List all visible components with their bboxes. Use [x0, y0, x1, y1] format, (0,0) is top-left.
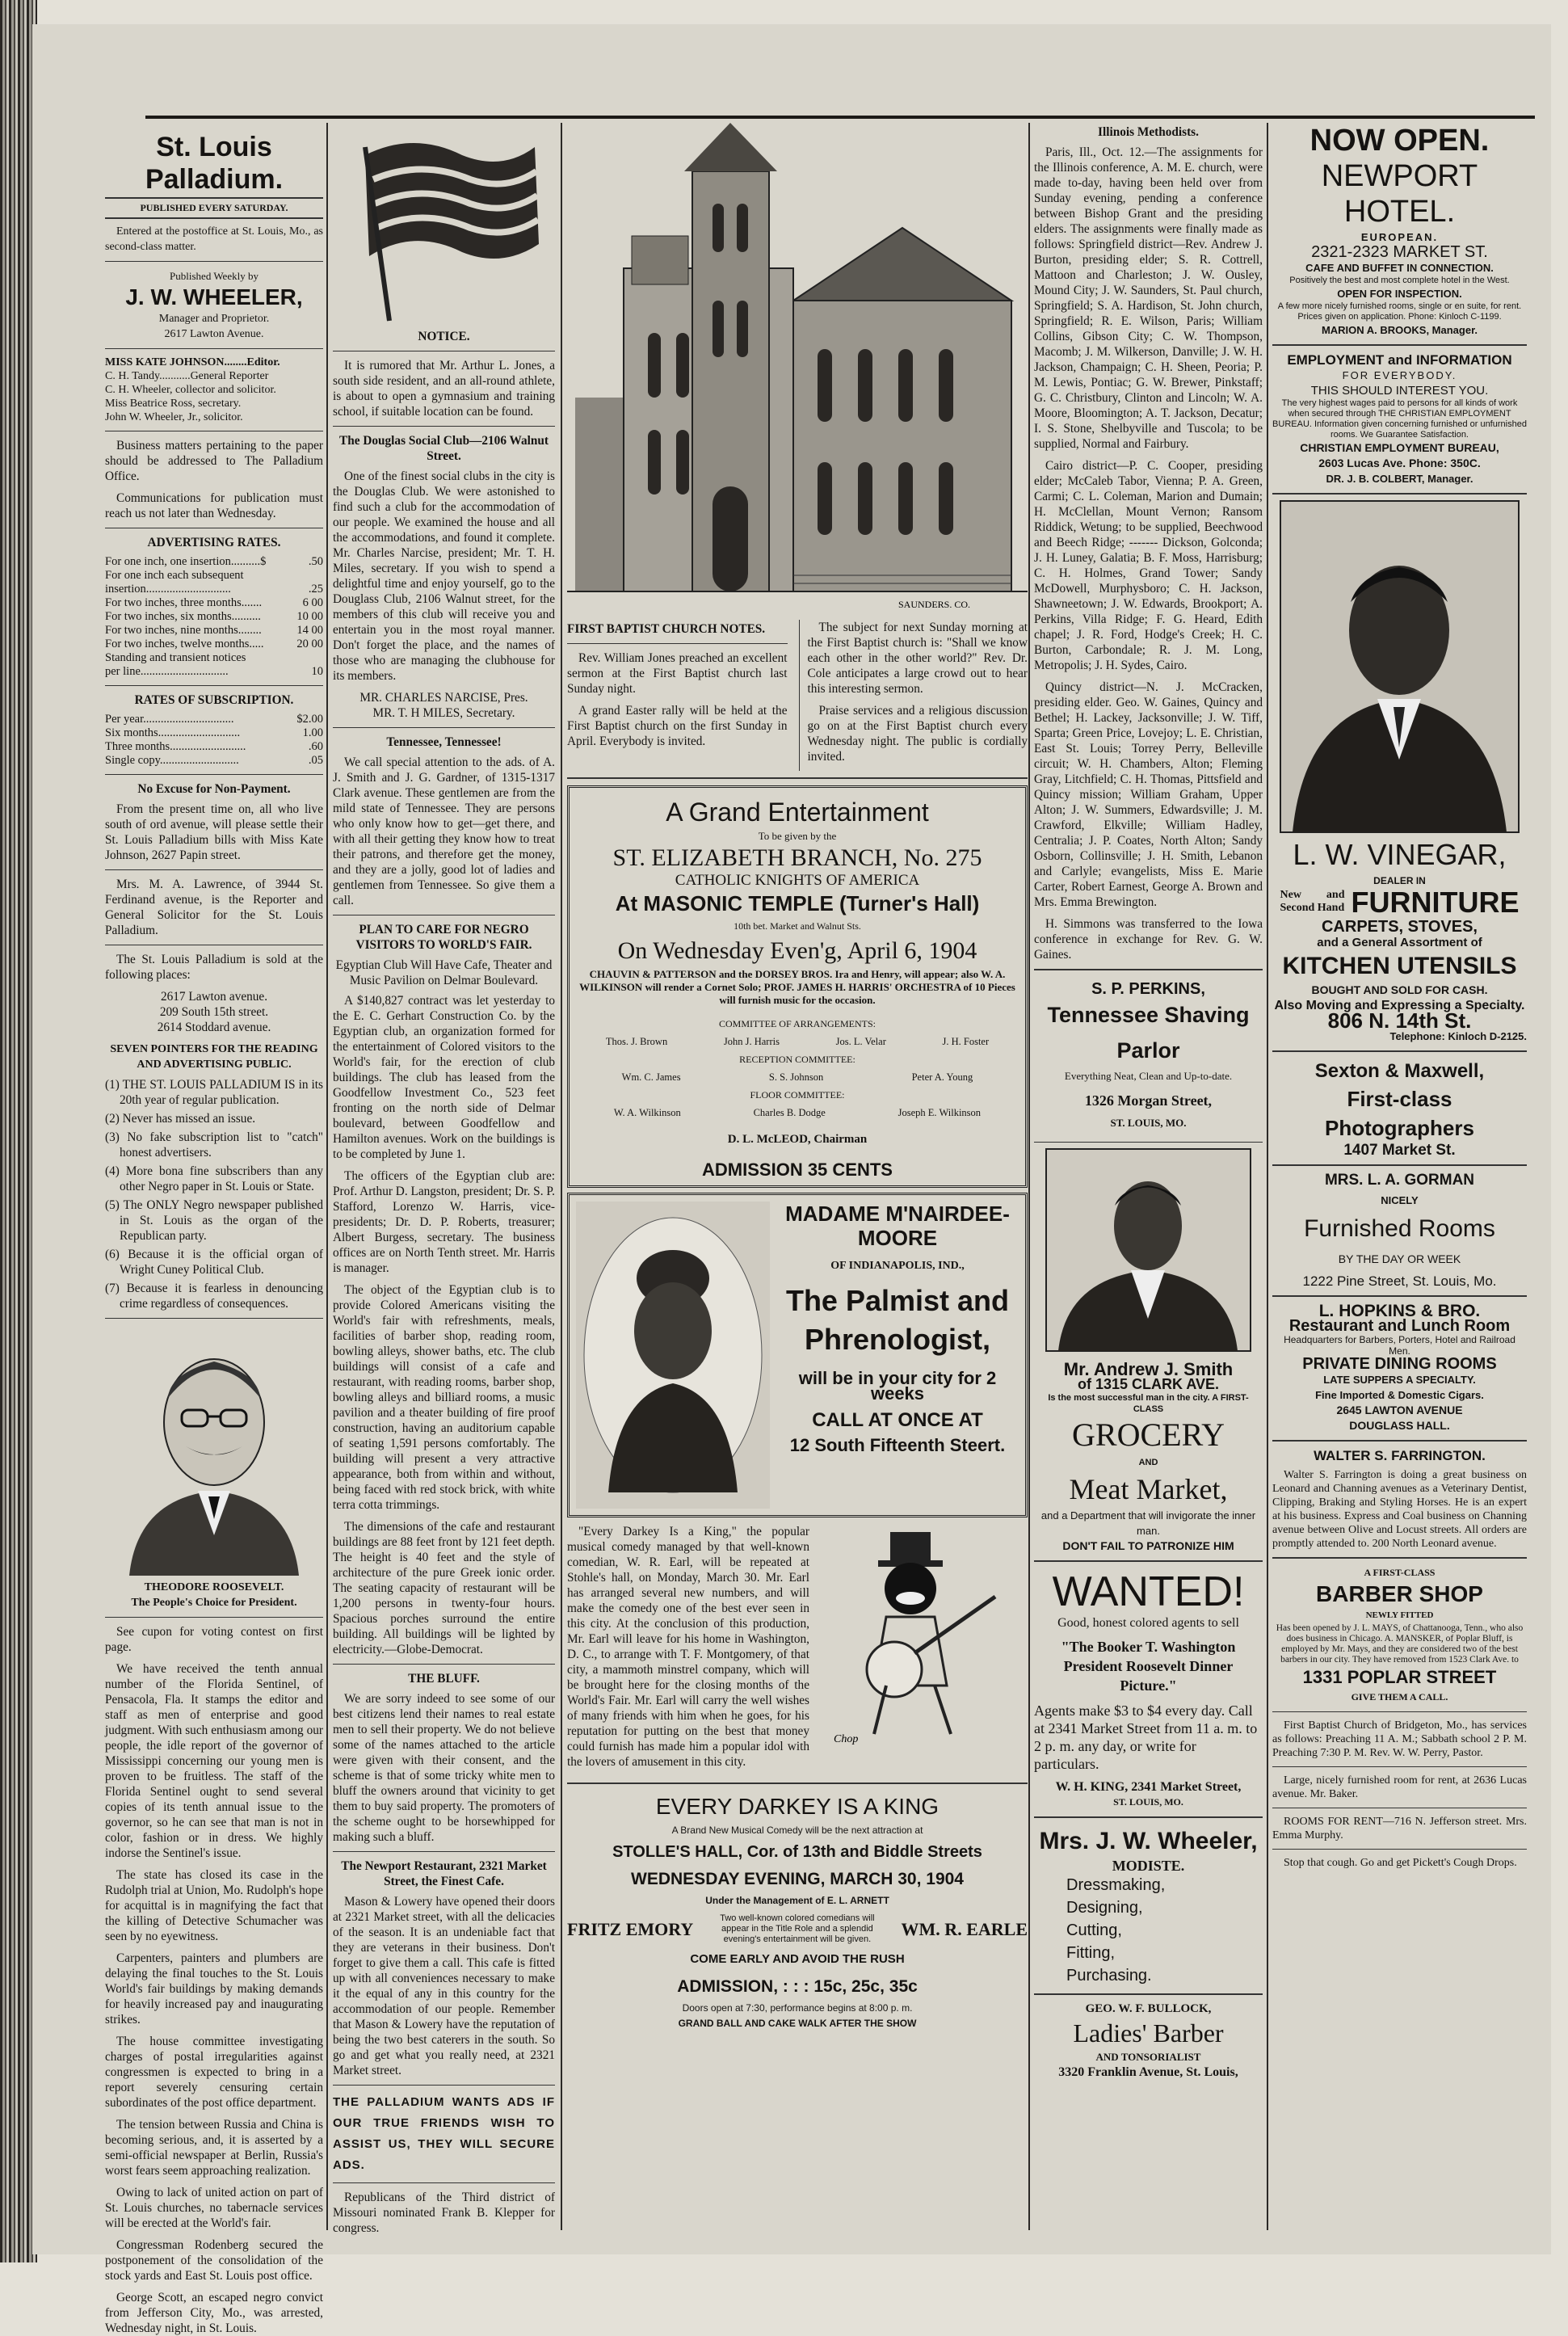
church-notes	[567, 620, 1028, 771]
employment-interest: THIS SHOULD INTEREST YOU.	[1310, 384, 1489, 398]
darkey-sub: A Brand New Musical Comedy will be the next attraction at	[671, 1825, 923, 1836]
pointer-item: (2) Never has missed an issue.	[105, 1112, 256, 1126]
moore-call: CALL AT ONCE AT	[812, 1409, 983, 1431]
masthead-published: PUBLISHED EVERY SATURDAY.	[140, 202, 288, 213]
hotel-cafe: CAFE AND BUFFET IN CONNECTION.	[1305, 262, 1494, 274]
church-illustration	[567, 123, 1028, 616]
hopkins-ad	[1272, 1303, 1527, 1433]
ent-venue: At MASONIC TEMPLE (Turner's Hall)	[615, 891, 980, 915]
employment-address: 2603 Lucas Ave. Phone: 350C.	[1318, 457, 1481, 469]
rate-row: Single copy........................... .05	[105, 754, 323, 767]
bullock-sub: AND TONSORIALIST	[1095, 2051, 1201, 2063]
column-rule	[561, 123, 562, 2230]
staff-line: Miss Beatrice Ross, secretary.	[105, 398, 242, 410]
plan-paragraph: The object of the Egyptian club is to provide Colored Americans visiting the World's fair with refreshments, meals, facilities of barber shop, reading room, bowling alleys, shower baths, etc. The club buildings will consist of a cafe and restaurant, with reading rooms, barber shop, bowling alleys and billiard rooms, a music pavilion and a theater building of fire proof construction, having an auditorium capable of seating 1,591 persons comfortably. The building will present a very attractive appearance, both from within and without, being faced with red stock brick, with white terra cotta trimmings.	[333, 1283, 555, 1512]
column-rule	[1028, 123, 1030, 2230]
rate-row: For two inches, nine months........ 14 00	[105, 624, 323, 637]
sold-place: 2614 Stoddard avenue.	[157, 1021, 271, 1034]
fritz-emory: FRITZ EMORY	[567, 1919, 694, 1939]
ent-arrangements-title: COMMITTEE OF ARRANGEMENTS:	[718, 1018, 876, 1029]
modiste-title: MODISTE.	[1112, 1858, 1185, 1874]
rate-row: For one inch each subsequent	[105, 569, 244, 582]
communications-note: Communications for publication must reach us not later than Wednesday.	[105, 491, 323, 520]
vinegar-furniture: FURNITURE	[1351, 885, 1520, 919]
ent-reception-names: Wm. C. James S. S. Johnson Peter A. Young	[621, 1071, 973, 1083]
smith-name: Mr. Andrew J. Smith	[1063, 1359, 1234, 1379]
cough-note: Stop that cough. Go and get Pickett's Cough Drops.	[1284, 1857, 1517, 1869]
wanted-line1: Good, honest colored agents to sell	[1057, 1616, 1239, 1630]
vinegar-moving: Also Moving and Expressing a Specialty.	[1274, 999, 1525, 1012]
staff-line: MISS KATE JOHNSON........Editor.	[105, 356, 280, 368]
hotel-manager: MARION A. BROOKS, Manager.	[1321, 324, 1478, 336]
roosevelt-name: THEODORE ROOSEVELT.	[144, 1581, 284, 1593]
moore-from: OF INDIANAPOLIS, IND.,	[830, 1260, 965, 1272]
excuse-title: No Excuse for Non-Payment.	[137, 782, 291, 796]
wanted-city: ST. LOUIS, MO.	[1113, 1796, 1183, 1808]
ent-admission: ADMISSION 35 CENTS	[702, 1160, 893, 1180]
gorman-ad	[1272, 1172, 1527, 1289]
gorman-address: 1222 Pine Street, St. Louis, Mo.	[1302, 1273, 1497, 1289]
moore-name: MADAME M'NAIRDEE-MOORE	[785, 1202, 1010, 1250]
entered-note: Entered at the postoffice at St. Louis, Mo., as second-class matter.	[105, 225, 323, 253]
bridgeton-note: First Baptist Church of Bridgeton, Mo., has services as follows: Preaching 11 A. M.; Sabbath school 2 P. M. Preaching 7:30 P. M. Rev. W. W. Perry, Pastor.	[1272, 1719, 1527, 1759]
sexton-ad	[1272, 1059, 1527, 1158]
perkins-city: ST. LOUIS, MO.	[1110, 1117, 1187, 1129]
farrington-headline: WALTER S. FARRINGTON.	[1314, 1448, 1486, 1463]
subscription-rates-title: RATES OF SUBSCRIPTION.	[134, 693, 294, 707]
news-paragraph: Owing to lack of united action on part of St. Louis churches, no tabernacle services will be erected at the World's fair.	[105, 2186, 323, 2230]
news-paragraph: We have received the tenth annual number of the Florida Sentinel, of Pensacola, Fla. It stamps the editor and staff as men of enterprise and good judgment. With such enthusiasm among our people, the idle report of the governor of Mississippi concerning our young men is proven to be fruitless. The staff of the Florida Sentinel ought to send several copies of its tenth annual issue to the governor, so he can see that man is not in color, fashion or in dress. We highly indorse the Sentinel's issue.	[105, 1662, 323, 1860]
rate-row: Three months.......................... .60	[105, 740, 323, 753]
modiste-name: Mrs. J. W. Wheeler,	[1039, 1828, 1258, 1854]
column-rule	[326, 123, 328, 2230]
pointer-item: (3) No fake subscription list to "catch" honest advertisers.	[105, 1130, 323, 1160]
rate-row: For one inch, one insertion..........$ .50	[105, 555, 323, 568]
barber-text: Has been opened by J. L. MAYS, of Chattanooga, Tenn., who also does business in Chicago. A. MANSKER, of Poplar Bluff, is employed by Mr. Mays, and they are considered two of the best barbers in our city. They have removed from 1523 Clark Ave. to	[1276, 1623, 1524, 1665]
sold-intro: The St. Louis Palladium is sold at the following places:	[105, 953, 323, 982]
modiste-ad	[1034, 1825, 1263, 1987]
hotel-rooms: A few more nicely furnished rooms, single or en suite, for rent. Prices given on application. Phone: Kinloch C-1199.	[1277, 301, 1522, 322]
pointer-item: (4) More bona fine subscribers than any other Negro paper in St. Louis or State.	[105, 1164, 323, 1193]
farrington-text: Walter S. Farrington is doing a great business on Leonard and Channing avenues as a Veterinary Dentist, Clipping, Braking and Styling Horses. He is an expert at his business. Express and Coal business on Channing avenue between Olive and Locust streets. All orders are promptly attended to. 200 North Leonard avenue.	[1272, 1469, 1527, 1550]
staff-line: C. H. Tandy...........General Reporter	[105, 370, 269, 382]
hopkins-cigars: Fine Imported & Domestic Cigars.	[1315, 1389, 1484, 1401]
column-news	[333, 123, 555, 2235]
smith-and: AND	[1138, 1458, 1158, 1467]
darkey-hall: STOLLE'S HALL, Cor. of 13th and Biddle Streets	[612, 1843, 982, 1861]
vinegar-portrait	[1272, 501, 1527, 832]
plan-paragraph: The officers of the Egyptian club are: Prof. Arthur D. Langston, president; Dr. S. P. Stafford, Lorenzo W. Harris, vice-presidents; Dr. D. P. Roberts, treasurer; Albert Burgess, secretary. The business offices are on North Tenth street. Mr. Harris is manager.	[333, 1169, 555, 1275]
douglas-text: One of the finest social clubs in the city is the Douglas Club. We were astonished to find such a club for the accommodation of our people. We examined the house and all the accommodations, and found it complete. Mr. Charles Narcise, president; Mr. T. H. Miles, secretary. If you wish to spend a delightful time and enjoy yourself, go to the Douglass Club, 2106 Walnut street, for the members of this club will receive you and entertain you in the most royal manner. Don't forget the place, and the names of those who are managing the clubhouse for its members.	[333, 469, 555, 683]
column-masthead	[105, 123, 323, 2335]
modiste-item: Dressmaking,	[1066, 1876, 1166, 1894]
manager-line: Manager and Proprietor.	[158, 313, 270, 325]
bullock-name: GEO. W. F. BULLOCK,	[1085, 2002, 1212, 2015]
barber-call: GIVE THEM A CALL.	[1351, 1691, 1448, 1703]
employment-manager: DR. J. B. COLBERT, Manager.	[1326, 473, 1473, 485]
moore-weeks: will be in your city for 2 weeks	[798, 1368, 997, 1404]
employment-title: EMPLOYMENT and INFORMATION	[1287, 352, 1512, 368]
methodists-paragraph: Paris, Ill., Oct. 12.—The assignments for the Illinois conference, A. M. E. church, were made to-day, having been held over from Sunday evening, pending a conference between Bishop Grant and the presiding elders. The assignments were finally made as follows: Springfield district—Rev. Andrew J. Burton, presiding elder; S. R. Cottrell, Mattoon and Charleston; J. W. Ousley, Mound City; J. W. Saunders, St. Paul church, Springfield; S. A. Hardison, St. John church, Springfield; R. E. Wilson, Paris; William Collins, Gibson City; C. W. Thompson, Macomb; J. M. Wilkerson, Danville; J. W. H. Jackson, Champaign; C. H. Sheen, Peoria; P. M. Lewis, Pontiac; G. W. Brewer, Pinkstaff; G. C. Christbury, Clinton and Lincoln; W. A. Moore, Bloomington; A. T. Jackson, Decatur; I. S. Stone, Shelbyville and Tuscola; to be supplied, Normal and Fairbury.	[1034, 145, 1263, 451]
news-paragraph: Carpenters, painters and plumbers are delaying the final touches to the St. Louis World's fair buildings by making demands for heavily increased pay and inaugurating strikes.	[105, 1951, 323, 2027]
darkey-paragraph: "Every Darkey Is a King," the popular musical comedy managed by that well-known comedian, W. R. Earl, will be repeated at Stohle's hall, on Monday, March 30. Mr. Earl has arranged several new numbers, and will make the comedy one of the best ever seen in this city. At the conclusion of this production, Mr. Earl will leave for his home in Washington, D. C., to arrange with T. F. Montgomery, of that city, a mammoth minstrel company, which will be brought here for the closing months of the World's Fair. Mr. Earl will carry the well wishes of many friends with him when he goes, for his reputation for putting on the best that money could furnish has made him a popular idol with the lovers of amusement in this city.	[567, 1525, 809, 1769]
wanted-line2: Agents make $3 to $4 every day. Call at 2341 Market Street from 11 a. m. to 2 p. m. any day, or write for particulars.	[1034, 1703, 1258, 1772]
perkins-ad	[1034, 982, 1263, 1130]
ent-arrangements-names: Thos. J. Brown John J. Harris Jos. L. Velar J. H. Foster	[605, 1036, 990, 1047]
rate-row: insertion............................. .25	[105, 583, 323, 596]
darkey-story	[567, 1524, 1028, 1776]
hopkins-title: Restaurant and Lunch Room	[1288, 1317, 1511, 1335]
advertising-rates-table	[105, 555, 323, 679]
staff-line: C. H. Wheeler, collector and solicitor.	[105, 384, 276, 396]
business-note: Business matters pertaining to the paper should be addressed to The Palladium Office.	[105, 439, 323, 483]
vinegar-kitchen: KITCHEN UTENSILS	[1282, 953, 1517, 979]
column-methodists	[1034, 123, 1263, 2230]
republicans-note: Republicans of the Third district of Missouri nominated Frank B. Klepper for congress.	[333, 2191, 555, 2235]
perkins-line: Everything Neat, Clean and Up-to-date.	[1064, 1070, 1233, 1082]
column-rule	[1267, 123, 1268, 2230]
barber-address: 1331 POPLAR STREET	[1302, 1667, 1497, 1687]
smith-portrait	[1034, 1149, 1263, 1351]
plan-headline: PLAN TO CARE FOR NEGRO VISITORS TO WORLD'S FAIR.	[355, 923, 532, 952]
hopkins-name: L. HOPKINS & BRO.	[1318, 1302, 1481, 1320]
methodists-paragraph: Quincy district—N. J. McCracken, presiding elder. Geo. W. Gaines, Quincy and Bethel; H. Lackey, Jacksonville; J. W. Tiff, Sparta; Green Price, Lovejoy; L. E. Christian, East St. Louis; Torrey Perry, Belleville circuit; W. H. Chambers, Alton; Fleming Gray, Litchfield; C. H. Thomas, Pittsfield and Quincy mission; William Graham, Upper Alton; J. W. Summers, Edwardsville; J. M. Crawford, Elkville; William Hadley, Centralia; J. P. Coates, North Alton; Sandy Osborn, Collinsville; J. H. Smith, Lebanon and Carlyle; evangelists, Miss E. Marie Carter, Robert Earnest, George A. Brown and Mrs. Emma Brewington.	[1034, 680, 1263, 909]
news-paragraph: The state has closed its case in the Rudolph trial at Union, Mo. Rudolph's hope for acquittal is in magnifying the fact that the killing of Detective Schumacher was seen by no eyewitness.	[105, 1868, 323, 1943]
news-paragraph: See cupon for voting contest on first page.	[105, 1625, 323, 1654]
pointer-item: (5) The ONLY Negro newspaper published in St. Louis as the organ of the Republican party.	[105, 1198, 323, 1243]
ent-date: On Wednesday Even'g, April 6, 1904	[617, 937, 977, 964]
publisher-address: 2617 Lawton Avenue.	[164, 328, 264, 340]
moore-portrait	[576, 1202, 770, 1509]
flag-illustration	[333, 123, 555, 325]
hopkins-private: PRIVATE DINING ROOMS	[1302, 1355, 1497, 1373]
ent-reception-title: RECEPTION COMMITTEE:	[739, 1054, 855, 1065]
perkins-name: S. P. PERKINS,	[1091, 980, 1205, 998]
gorman-by: BY THE DAY OR WEEK	[1338, 1252, 1461, 1265]
church-paragraph: A grand Easter rally will be held at the First Baptist church on the first Sunday in April. Everybody is invited.	[567, 704, 788, 748]
smith-meat: Meat Market,	[1069, 1473, 1228, 1505]
seven-pointers-title: SEVEN POINTERS FOR THE READING AND ADVERTISING PUBLIC.	[110, 1043, 318, 1071]
smith-desc: Is the most successful man in the city. A FIRST-CLASS	[1048, 1393, 1249, 1414]
darkey-management: Under the Management of E. L. ARNETT	[705, 1895, 889, 1906]
moore-ad	[567, 1193, 1028, 1517]
bullock-title: Ladies' Barber	[1073, 2018, 1224, 2048]
rooms-rent-note: ROOMS FOR RENT—716 N. Jefferson street. Mrs. Emma Murphy.	[1272, 1816, 1527, 1841]
rate-row: per line.............................. 10	[105, 665, 323, 678]
modiste-item: Fitting,	[1066, 1944, 1116, 1962]
plan-paragraph: A $140,827 contract was let yesterday to the E. C. Gerhart Construction Co. by the Egyptian club, an organization formed for the entertainment of Colored visitors to the World's fair, for the erection of club buildings. The club has leased from the Goodfellow Investment Co., 523 feet fronting on the north side of Delmar boulevard, between Goodfellow and Hamilton avenues. Work on the buildings is to be completed by June 1.	[333, 994, 555, 1161]
church-paragraph: Rev. William Jones preached an excellent sermon at the First Baptist church last Sunday night.	[567, 651, 788, 696]
rate-row: For two inches, three months....... 6 00	[105, 596, 323, 609]
bluff-headline: THE BLUFF.	[408, 1672, 480, 1686]
staff-line: John W. Wheeler, Jr., solicitor.	[105, 411, 243, 423]
ent-floor-title: FLOOR COMMITTEE:	[750, 1089, 845, 1101]
perkins-title: Tennessee Shaving Parlor	[1047, 1003, 1250, 1063]
church-paragraph: Praise services and a religious discussion go on at the First Baptist church every Wednesday night. The public is cordially invited.	[807, 704, 1028, 764]
excuse-text: From the present time on, all who live south of ord avenue, will please settle their St. Louis Palladium bills with Miss Kate Johnson, 2627 Papin street.	[105, 802, 323, 862]
wants-ads: THE PALLADIUM WANTS ADS IF OUR TRUE FRIENDS WISH TO ASSIST US, THEY WILL SECURE ADS.	[333, 2095, 555, 2172]
vinegar-address: 806 N. 14th St.	[1327, 1008, 1472, 1033]
hotel-open: OPEN FOR INSPECTION.	[1337, 288, 1462, 300]
ent-description: CHAUVIN & PATTERSON and the DORSEY BROS. Ira and Henry, will appear; also W. A. WILKINSON will render a Cornet Solo; PROF. JAMES H. HARRIS' ORCHESTRA of 10 Pieces will furnish music for the occasion.	[579, 968, 1015, 1006]
employment-for: FOR EVERYBODY.	[1342, 369, 1457, 381]
rate-row: For two inches, twelve months..... 20 00	[105, 638, 323, 650]
gorman-nicely: NICELY	[1381, 1194, 1419, 1206]
wm-earle: WM. R. EARLE	[901, 1919, 1028, 1939]
news-paragraph: George Scott, an escaped negro convict from Jefferson City, Mo., was arrested, Wednesday night, in St. Louis.	[105, 2291, 323, 2335]
news-paragraph: The house committee investigating charges of postal irregularities against congressmen is expected to bring in a report severely censuring certain subordinates of the post office department.	[105, 2035, 323, 2110]
methodists-headline: Illinois Methodists.	[1098, 125, 1199, 139]
barber-fitted: NEWLY FITTED	[1365, 1610, 1434, 1620]
bluff-text: We are sorry indeed to see some of our best citizens lend their names to real estate men to sell their property. We do not believe some of the names attached to the article were given with their consent, and the scheme is that of some tricky white men to bluff the owners around that vicinity to get them to buy said property. The promoters of the scheme ought to be horsewhipped for making such a bluff.	[333, 1692, 555, 1844]
methodists-paragraph: H. Simmons was transferred to the Iowa conference in exchange for Rev. G. W. Gaines.	[1034, 917, 1263, 962]
rate-row: Standing and transient notices	[105, 651, 246, 664]
advertising-rates-title: ADVERTISING RATES.	[147, 536, 281, 549]
ent-branch: ST. ELIZABETH BRANCH, No. 275	[612, 844, 982, 871]
staff-list	[105, 356, 323, 424]
entertainment-ad	[567, 785, 1028, 1188]
ent-title: A Grand Entertainment	[666, 798, 929, 827]
gorman-name: MRS. L. A. GORMAN	[1324, 1172, 1475, 1189]
weekly-by: Published Weekly by	[170, 270, 259, 282]
darkey-note: Two well-known colored comedians will appear in the Title Role and a splendid evening's entertainment will be given.	[720, 1913, 875, 1944]
rate-row: Per year............................... $2.00	[105, 713, 323, 726]
modiste-item: Designing,	[1066, 1899, 1143, 1917]
ent-chairman: D. L. McLEOD, Chairman	[727, 1133, 868, 1146]
vinegar-dealer: DEALER IN	[1373, 875, 1426, 886]
newport-text: Mason & Lowery have opened their doors at 2321 Market street, with all the delicacies of the season. It is an undeniable fact that they are veterans in their business. Don't forget to give them a call. This cafe is fitted up with all conveniences necessary to make it the equal of any in this country for the accommodation of our people. Remember that Mason & Lowery have the reputation of being the two best caterers in the south. So go and get what you really need, at 2321 Market street.	[333, 1895, 555, 2077]
pointer-item: (6) Because it is the official organ of Wright Cuney Political Club.	[105, 1248, 323, 1277]
vinegar-telephone: Telephone: Kinloch D-2125.	[1389, 1030, 1527, 1042]
rate-row: For two inches, six months.......... 10 00	[105, 610, 323, 623]
pointer-item: (7) Because it is fearless in denouncing crime regardless of consequences.	[105, 1282, 323, 1311]
news-paragraph: Congressman Rodenberg secured the postponement of the consolidation of the stock yards and East St. Louis post office.	[105, 2238, 323, 2283]
moore-address: 12 South Fifteenth Steert.	[789, 1435, 1006, 1455]
methodists-paragraph: Cairo district—P. C. Cooper, presiding elder; McCaleb Tabor, Vienna; P. A. Green, Carmi; C. L. Coleman, Marion and Dumain; H. McClellan, Mount Vernon; Ransom Riddick, Wetung; to be supplied, Beechwood and Beech Ridge; ------- Dickson, Golconda; J. H. Luney, Galatia; B. F. Moss, Harrisburg; C. H. Holmes, Grand Tower; Sandy McDowell, Murphysboro; C. H. Jackson, Shawneetown; J. W. Edwards, Brookport; A. Perkins, Villa Ridge; F. G. Heard, Edith chapel; J. R. Ford, Hodge's Creek; H. C. Burton, Carbondale; R. J. M. Long, Metropolis; J. H. Sydes, Cairo.	[1034, 459, 1263, 672]
ent-given: To be given by the	[758, 830, 837, 842]
plan-paragraph: The dimensions of the cafe and restaurant buildings are 88 feet front by 121 feet depth. The height is 40 feet and the style of architecture of the pure Greek ionic order. The seating capacity of restaurant will be 1,200 persons in twenty-four hours. Spacious porches surround the entire building. All buildings will be lighted by electricity.—Globe-Democrat.	[333, 1520, 555, 1656]
notice-text: It is rumored that Mr. Arthur L. Jones, a south side resident, and an all-round athlete, is about to open a gymnasium and training school, if suitable location can be found.	[333, 359, 555, 419]
douglas-signature: MR. CHARLES NARCISE, Pres.	[359, 691, 528, 705]
smith-patronize: DON'T FAIL TO PATRONIZE HIM	[1062, 1539, 1234, 1552]
top-rule	[145, 116, 1535, 119]
smith-grocery: GROCERY	[1072, 1416, 1225, 1453]
lawrence-note: Mrs. M. A. Lawrence, of 3944 St. Ferdinand avenue, is the Reporter and General Solicitor for the St. Louis Palladium.	[105, 878, 323, 937]
notice-label: NOTICE.	[418, 330, 470, 343]
seven-pointers-list	[105, 1077, 323, 1311]
hotel-now-open: NOW OPEN.	[1309, 124, 1490, 158]
ent-address: 10th bet. Market and Walnut Sts.	[734, 920, 861, 932]
employment-text: The very highest wages paid to persons for all kinds of work when secured through THE CHRISTIAN EMPLOYMENT BUREAU. Information given concerning furnished or unfurnished rooms. We Guarantee Satisfaction.	[1272, 398, 1527, 440]
wanted-signature: W. H. KING, 2341 Market Street,	[1055, 1780, 1242, 1794]
employment-bureau: CHRISTIAN EMPLOYMENT BUREAU,	[1300, 441, 1499, 454]
darkey-ball: GRAND BALL AND CAKE WALK AFTER THE SHOW	[678, 2018, 917, 2029]
vinegar-general: and a General Assortment of	[1317, 936, 1482, 949]
newport-headline: The Newport Restaurant, 2321 Market Street, the Finest Cafe.	[341, 1859, 547, 1888]
banjo-player-illustration	[818, 1524, 1019, 1750]
hotel-positively: Positively the best and most complete hotel in the West.	[1289, 276, 1510, 285]
hotel-name: NEWPORT HOTEL.	[1321, 159, 1478, 229]
barber-first: A FIRST-CLASS	[1364, 1567, 1436, 1578]
modiste-item: Cutting,	[1066, 1921, 1122, 1939]
wanted-title: WANTED!	[1052, 1568, 1245, 1615]
darkey-ad	[567, 1791, 1028, 2031]
church-paragraph: The subject for next Sunday morning at the First Baptist church is: "Shall we know each other in the other world?" Rev. Dr. Cole anticipates a large crowd out to hear this interesting sermon.	[807, 621, 1028, 696]
bullock-address: 3320 Franklin Avenue, St. Louis,	[1058, 2065, 1238, 2079]
hopkins-hall: DOUGLASS HALL.	[1349, 1419, 1450, 1432]
darkey-date: WEDNESDAY EVENING, MARCH 30, 1904	[631, 1870, 964, 1888]
modiste-item: Purchasing.	[1066, 1967, 1152, 1985]
church-signature: SAUNDERS. CO.	[898, 599, 971, 610]
wanted-ad	[1034, 1568, 1263, 1810]
pointer-item: (1) THE ST. LOUIS PALLADIUM IS in its 20th year of regular publication.	[105, 1078, 323, 1107]
wanted-book: "The Booker T. Washington President Roosevelt Dinner Picture."	[1061, 1639, 1236, 1694]
employment-ad	[1272, 352, 1527, 486]
sexton-name: Sexton & Maxwell,	[1314, 1060, 1485, 1082]
perkins-address: 1326 Morgan Street,	[1084, 1092, 1213, 1109]
douglas-signature: MR. T. H MILES, Secretary.	[372, 706, 515, 720]
furnished-room-note: Large, nicely furnished room for rent, at 2636 Lucas avenue. Mr. Baker.	[1272, 1774, 1527, 1800]
column-ads	[1272, 123, 1527, 2230]
barber-ad	[1272, 1565, 1527, 1705]
sold-place: 209 South 15th street.	[159, 1005, 269, 1019]
vinegar-new-second: New and Second Hand	[1280, 889, 1345, 914]
news-paragraph: The tension between Russia and China is becoming serious, and, it is asserted by a semi-official newspaper at Berlin, Russia's worst fears seem approaching realization.	[105, 2118, 323, 2178]
hotel-european: EUROPEAN.	[1360, 231, 1439, 243]
darkey-title: EVERY DARKEY IS A KING	[655, 1794, 940, 1819]
roosevelt-portrait	[105, 1325, 323, 1576]
smith-dept: and a Department that will invigorate the inner man.	[1040, 1509, 1256, 1537]
vinegar-carpets: CARPETS, STOVES,	[1321, 918, 1478, 936]
smith-address: of 1315 CLARK AVE.	[1077, 1376, 1220, 1392]
gorman-rooms: Furnished Rooms	[1304, 1215, 1495, 1242]
darkey-admission: ADMISSION, : : : 15c, 25c, 35c	[677, 1977, 918, 1996]
sold-place: 2617 Lawton avenue.	[160, 990, 268, 1004]
darkey-doors: Doors open at 7:30, performance begins at 8:00 p. m.	[682, 2002, 913, 2014]
plan-subhead: Egyptian Club Will Have Cafe, Theater and Music Pavilion on Delmar Boulevard.	[335, 958, 553, 987]
ent-knights: CATHOLIC KNIGHTS OF AMERICA	[675, 872, 920, 889]
newport-hotel-ad	[1272, 123, 1527, 338]
church-notes-headline: FIRST BAPTIST CHURCH NOTES.	[567, 622, 766, 636]
hopkins-late: LATE SUPPERS A SPECIALTY.	[1323, 1374, 1476, 1386]
banjo-signature: Chop	[834, 1733, 859, 1745]
vinegar-bought: BOUGHT AND SOLD FOR CASH.	[1311, 983, 1488, 996]
publisher-name: J. W. WHEELER,	[125, 284, 303, 309]
roosevelt-caption: The People's Choice for President.	[131, 1597, 297, 1609]
vinegar-name: L. W. VINEGAR,	[1293, 838, 1507, 871]
bullock-ad	[1034, 2001, 1263, 2080]
hotel-address: 2321-2323 MARKET ST.	[1311, 243, 1488, 261]
smith-ad	[1034, 1359, 1263, 1554]
vinegar-ad	[1272, 836, 1527, 1044]
column-center	[567, 123, 1028, 2230]
hopkins-hq: Headquarters for Barbers, Porters, Hotel and Railroad Men.	[1284, 1334, 1515, 1357]
ent-floor-names: W. A. Wilkinson Charles B. Dodge Joseph E. Wilkinson	[613, 1107, 982, 1118]
sexton-address: 1407 Market St.	[1343, 1142, 1456, 1159]
tennessee-headline: Tennessee, Tennessee!	[386, 735, 502, 749]
darkey-rush: COME EARLY AND AVOID THE RUSH	[690, 1952, 905, 1966]
douglas-headline: The Douglas Social Club—2106 Walnut Street.	[339, 434, 549, 463]
hopkins-address: 2645 LAWTON AVENUE	[1336, 1404, 1463, 1416]
barber-title: BARBER SHOP	[1316, 1581, 1483, 1606]
subscription-rates-table	[105, 713, 323, 768]
masthead-title: St. Louis Palladium.	[145, 132, 284, 195]
rate-row: Six months............................ 1.00	[105, 726, 323, 739]
moore-title: The Palmist and Phrenologist,	[785, 1284, 1010, 1356]
tennessee-text: We call special attention to the ads. of A. J. Smith and J. G. Gardner, of 1315-1317 Clark avenue. These gentlemen are from the mild state of Tennessee. They are persons who only know how to get—get there, and with all their getting they know how to treat their patrons, and therefore get the money, and they are a jolly, good lot of ladies and gentlemen from Tennessee. So give them a call.	[333, 756, 555, 907]
sexton-title: First-class Photographers	[1325, 1087, 1474, 1140]
